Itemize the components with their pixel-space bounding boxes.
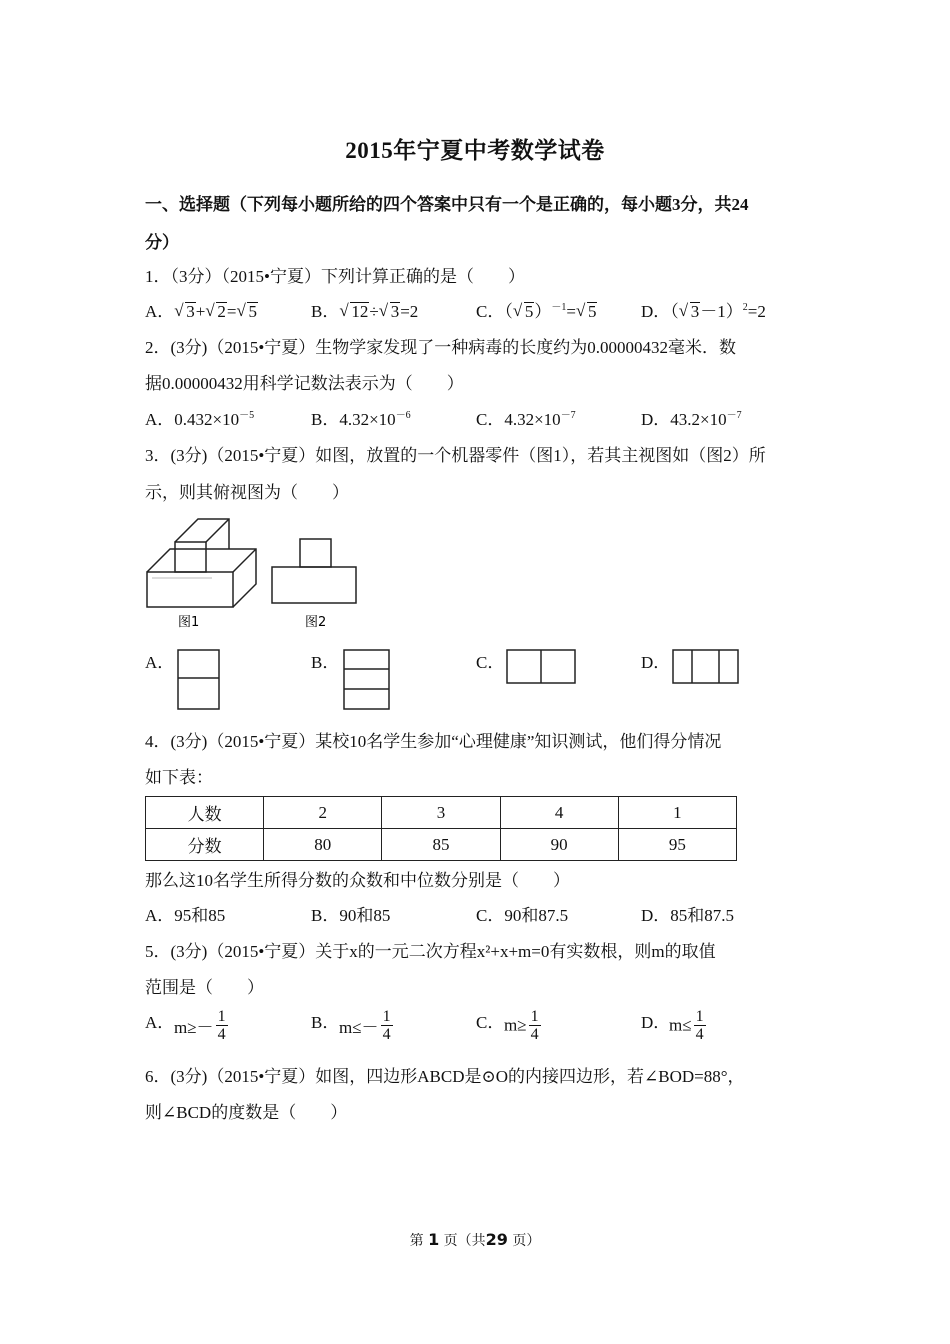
q4-stem-question: 那么这10名学生所得分数的众数和中位数分别是（ ） (145, 871, 570, 890)
q4-option-d: D．85和87.5 (641, 906, 735, 925)
q4-stem: 4．(3分)（2015•宁夏）某校10名学生参加“心理健康”知识测试，他们得分情况 (145, 732, 722, 751)
q6-stem: 6．(3分)（2015•宁夏）如图，四边形ABCD是⊙O的内接四边形，若∠BOD=88°， (145, 1067, 745, 1086)
q2-option-b: B．$4.32\times 10^{-6}$ (311, 410, 411, 429)
q5-stem-cont: 范围是（ ） (145, 978, 264, 997)
q3-stem: 3．(3分)（2015•宁夏）如图，放置的一个机器零件（图1），若其主视图如（图2）所 (145, 446, 766, 465)
table-cell: 3 (382, 797, 500, 829)
table-row (146, 797, 737, 829)
table-cell: 1 (618, 797, 736, 829)
footer-page-number: 1 (428, 1230, 440, 1249)
q5-option-d: m≤ $\frac{1}{4}$ (669, 1008, 704, 1043)
table-cell: 分数 (146, 829, 264, 861)
q5-option-d-label: D． (641, 1013, 671, 1032)
footer-suffix: 页） (512, 1233, 541, 1249)
q4-stem-cont: 如下表： (145, 768, 213, 787)
q3-figures (140, 512, 370, 637)
q5-option-c: m≥ $\frac{1}{4}$ (504, 1008, 539, 1043)
table-cell: 95 (618, 829, 736, 861)
q3-option-a-label: A． (145, 653, 175, 672)
q2-stem-cont: 据0.00000432用科学记数法表示为（ ） (145, 374, 464, 393)
q1-option-c: C．（ √ 5）$^{-1}$= √ 5 (476, 301, 597, 321)
footer-total-pages: 29 (485, 1230, 508, 1249)
score-table (145, 796, 737, 861)
q3-stem-cont: 示，则其俯视图为（ ） (145, 483, 349, 502)
q2-option-a: A．$0.432\times 10^{-5}$ (145, 410, 255, 429)
q4-option-a: A．95和85 (145, 906, 226, 925)
section-heading: 一、选择题（下列每小题所给的四个答案中只有一个是正确的，每小题3分，共24 (145, 195, 749, 214)
q5-option-b: m≤－ $\frac{1}{4}$ (339, 1008, 391, 1043)
table-cell: 人数 (146, 797, 264, 829)
q3-option-d-figure (671, 648, 741, 686)
footer-prefix: 第 (409, 1233, 424, 1249)
table-cell: 2 (264, 797, 382, 829)
q3-option-a-figure (176, 648, 222, 712)
q3-option-c-figure (505, 648, 578, 686)
q2-option-d: D．$43.2\times 10^{-7}$ (641, 410, 742, 429)
figure-1-solid (147, 519, 256, 607)
q1-stem: 1．（3分）（2015•宁夏）下列计算正确的是（ ） (145, 267, 525, 286)
page-title: 2015年宁夏中考数学试卷 (345, 138, 605, 163)
q4-option-c: C．90和87.5 (476, 906, 569, 925)
q3-option-c-label: C． (476, 653, 505, 672)
q2-stem: 2．(3分)（2015•宁夏）生物学家发现了一种病毒的长度约为0.00000432毫米．数 (145, 338, 737, 357)
q6-stem-cont: 则∠BCD的度数是（ ） (145, 1103, 348, 1122)
q1-option-b: B． √ 12÷ √ 3=2 (311, 301, 419, 321)
q3-option-b-label: B． (311, 653, 340, 672)
table-cell: 90 (500, 829, 618, 861)
figure-1-caption: 图1 (178, 615, 200, 630)
figure-2-caption: 图2 (305, 615, 327, 630)
q4-option-b: B．90和85 (311, 906, 391, 925)
figure-2-front-view (272, 539, 356, 603)
q5-option-a-label: A． (145, 1013, 175, 1032)
table-cell: 80 (264, 829, 382, 861)
q1-option-a: A． √ 3+ √ 2= √ 5 (145, 301, 257, 321)
page-footer (0, 1230, 950, 1250)
q5-option-b-label: B． (311, 1013, 340, 1032)
table-cell: 4 (500, 797, 618, 829)
q5-stem: 5．(3分)（2015•宁夏）关于x的一元二次方程x²+x+m=0有实数根，则m的取值 (145, 942, 716, 961)
q1-option-d: D．（ √ 3－1）$^2$=2 (641, 301, 766, 321)
q3-option-d-label: D． (641, 653, 671, 672)
q3-option-b-figure (342, 648, 392, 712)
q5-option-c-label: C． (476, 1013, 505, 1032)
table-cell: 85 (382, 829, 500, 861)
q5-option-a: m≥－ $\frac{1}{4}$ (174, 1008, 226, 1043)
section-heading-cont: 分） (145, 233, 179, 252)
q2-option-c: C．$4.32\times 10^{-7}$ (476, 410, 576, 429)
table-row (146, 829, 737, 861)
footer-middle: 页（共 (443, 1233, 486, 1249)
